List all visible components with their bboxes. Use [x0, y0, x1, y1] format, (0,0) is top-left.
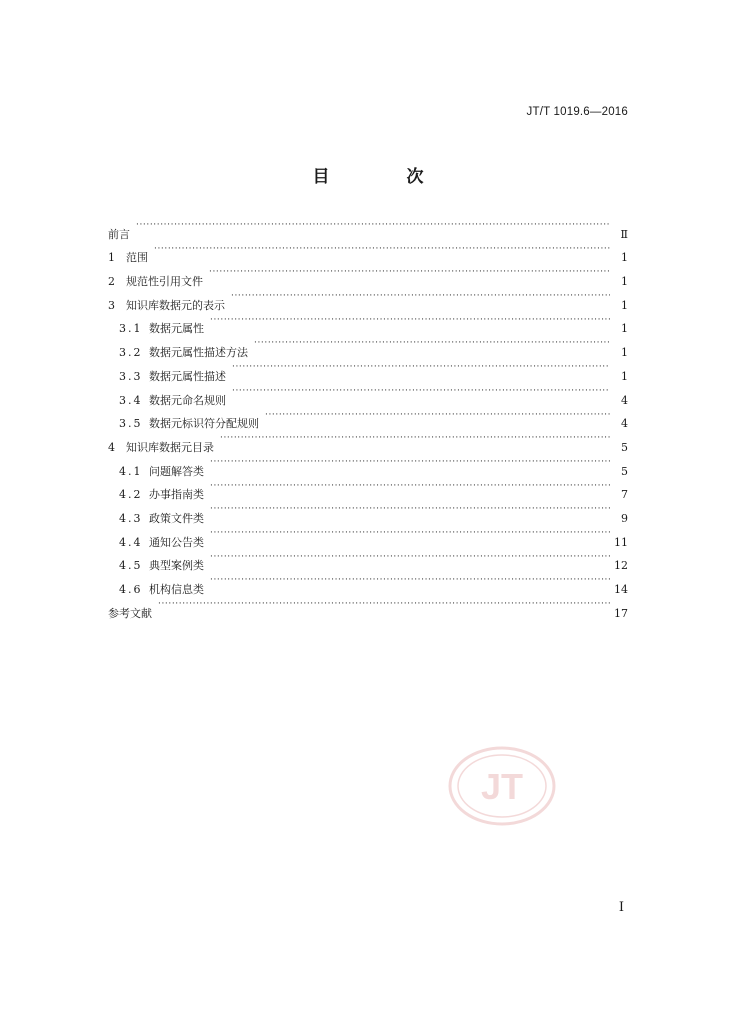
toc-entry-number: 4 [108, 440, 117, 454]
toc-entry-number: 4.3 [119, 511, 143, 525]
toc-entry-page: 7 [621, 488, 628, 502]
toc-entry-page: 1 [621, 322, 628, 336]
toc-leader-dots [154, 238, 610, 262]
toc-entry-label: 数据元命名规则 [149, 393, 226, 407]
toc-entry-page: Ⅱ [620, 227, 628, 241]
toc-entry-1[interactable] [108, 238, 628, 265]
toc-leader-dots [265, 404, 610, 428]
toc-entry-page: 17 [614, 606, 628, 620]
toc-entry-number: 3.2 [119, 346, 143, 360]
toc-entry-label: 办事指南类 [149, 488, 204, 502]
toc-leader-dots [232, 380, 610, 404]
toc-entry-number: 4.1 [119, 464, 143, 478]
toc-entry-label: 数据元属性描述方法 [149, 346, 248, 360]
toc-leader-dots [210, 522, 610, 546]
toc-title: 目 次 [312, 167, 454, 187]
toc-entry-number: 4.6 [119, 583, 143, 596]
toc-entry-number: 3.4 [119, 393, 143, 407]
toc-entry-label: 问题解答类 [149, 464, 204, 478]
toc-entry-label: 数据元属性 [149, 322, 204, 336]
toc-entry-label: 典型案例类 [149, 559, 204, 573]
toc-entry-number: 4.5 [119, 559, 143, 573]
toc-entry-label: 前言 [108, 227, 130, 241]
page-number: I [618, 900, 624, 915]
toc-leader-dots [158, 593, 610, 617]
svg-text:JT: JT [480, 766, 524, 807]
jt-watermark-logo [448, 746, 556, 826]
table-of-contents [108, 214, 628, 620]
toc-entry-number: 3 [108, 298, 117, 312]
toc-entry-label: 知识库数据元的表示 [126, 298, 225, 312]
toc-entry-page: 11 [614, 535, 628, 549]
toc-entry-label: 通知公告类 [149, 535, 204, 549]
standard-number: JT/T 1019.6—2016 [526, 106, 628, 118]
toc-entry-label: 数据元属性描述 [149, 369, 226, 383]
toc-entry-foreword[interactable] [108, 214, 628, 241]
toc-entry-page: 14 [614, 583, 628, 596]
toc-entry-label: 数据元标识符分配规则 [149, 417, 259, 431]
toc-entry-page: 5 [621, 440, 628, 454]
toc-leader-dots [210, 569, 610, 593]
toc-entry-label: 规范性引用文件 [126, 275, 203, 289]
toc-entry-label: 政策文件类 [149, 511, 204, 525]
toc-entry-page: 1 [621, 275, 628, 289]
toc-entry-2[interactable] [108, 261, 628, 289]
toc-entry-page: 12 [614, 559, 628, 573]
toc-leader-dots [231, 285, 610, 309]
toc-leader-dots [210, 451, 610, 475]
toc-entry-page: 4 [621, 417, 628, 431]
toc-entry-number: 3.3 [119, 369, 143, 383]
toc-entry-number: 4.4 [119, 535, 143, 549]
toc-leader-dots [210, 546, 610, 570]
toc-leader-dots [210, 475, 610, 499]
toc-leader-dots [232, 356, 610, 380]
toc-entry-page: 9 [621, 511, 628, 525]
toc-leader-dots [136, 214, 610, 238]
toc-leader-dots [210, 309, 610, 333]
toc-entry-number: 3.5 [119, 417, 143, 431]
toc-leader-dots [210, 498, 610, 522]
toc-entry-number: 3.1 [119, 322, 143, 336]
toc-entry-label: 机构信息类 [149, 583, 204, 596]
toc-entry-label: 范围 [126, 251, 148, 265]
toc-entry-page: 1 [621, 346, 628, 360]
toc-entry-page: 1 [621, 298, 628, 312]
toc-entry-label: 参考文献 [108, 606, 152, 620]
toc-entry-number: 2 [108, 275, 117, 289]
toc-entry-number: 4.2 [119, 488, 143, 502]
toc-entry-label: 知识库数据元目录 [126, 440, 214, 454]
toc-entry-page: 1 [621, 251, 628, 265]
toc-entry-number: 1 [108, 251, 117, 265]
toc-entry-references[interactable] [108, 593, 628, 620]
toc-leader-dots [254, 332, 610, 356]
toc-leader-dots [209, 261, 610, 285]
toc-leader-dots [220, 427, 610, 451]
toc-entry-page: 5 [621, 464, 628, 478]
toc-entry-page: 4 [621, 393, 628, 407]
toc-entry-page: 1 [621, 369, 628, 383]
